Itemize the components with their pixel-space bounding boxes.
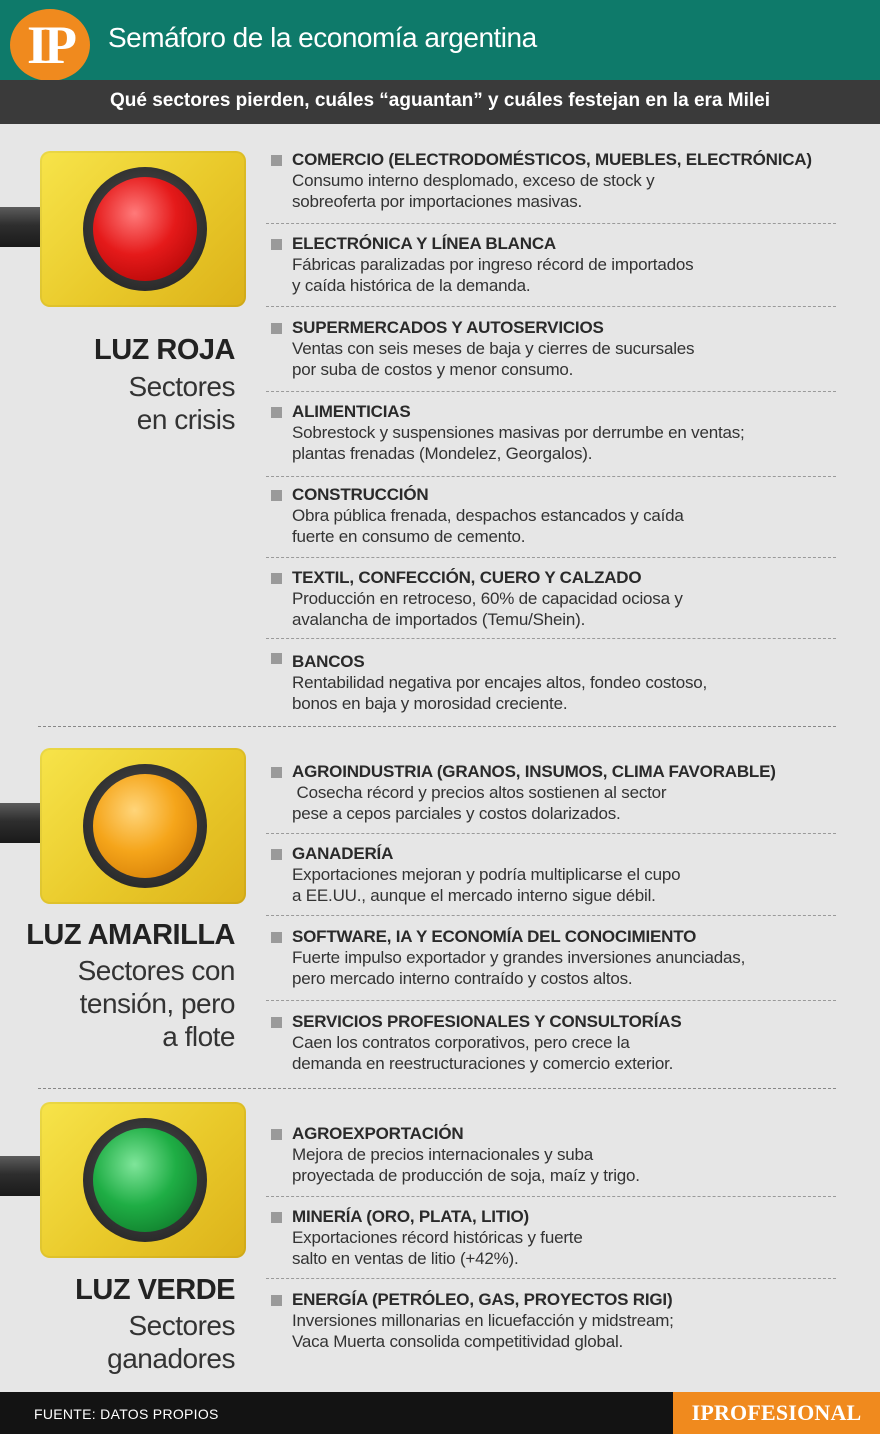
item-desc-line: Fábricas paralizadas por ingreso récord de importados	[292, 255, 694, 274]
item-title: AGROEXPORTACIÓN	[292, 1124, 464, 1143]
page-subtitle: Qué sectores pierden, cuáles “aguantan” y cuáles festejan en la era Milei	[110, 90, 770, 111]
square-bullet-icon	[271, 653, 282, 664]
item-desc-line: demanda en reestructuraciones y comercio exterior.	[292, 1054, 674, 1073]
item-title: MINERÍA (ORO, PLATA, LITIO)	[292, 1207, 529, 1226]
item-desc-line: Consumo interno desplomado, exceso de stock y	[292, 171, 655, 190]
item-title: GANADERÍA	[292, 844, 394, 863]
item-title: AGROINDUSTRIA (GRANOS, INSUMOS, CLIMA FAVORABLE)	[292, 762, 776, 781]
item-title: SOFTWARE, IA Y ECONOMÍA DEL CONOCIMIENTO	[292, 927, 697, 946]
item-desc-line: sobreoferta por importaciones masivas.	[292, 192, 583, 211]
item-desc-line: Exportaciones récord históricas y fuerte	[292, 1228, 583, 1247]
list-item	[266, 1197, 836, 1279]
list-item	[266, 1279, 836, 1359]
list-item	[266, 762, 836, 834]
section-divider	[38, 1088, 836, 1089]
list-item	[266, 224, 836, 307]
section-desc-line: Sectores	[128, 1310, 235, 1341]
item-desc-line: Vaca Muerta consolida competitividad global.	[292, 1332, 624, 1351]
section-description	[78, 954, 235, 1053]
square-bullet-icon	[271, 1212, 282, 1223]
traffic-light-red	[40, 151, 246, 307]
source-label: FUENTE: DATOS PROPIOS	[34, 1406, 219, 1422]
item-desc-line: Exportaciones mejoran y podría multiplicarse el cupo	[292, 865, 681, 884]
list-item	[266, 392, 836, 477]
item-title: SUPERMERCADOS Y AUTOSERVICIOS	[292, 318, 604, 337]
item-desc-line: por suba de costos y menor consumo.	[292, 360, 574, 379]
item-desc-line: Fuerte impulso exportador y grandes inversiones anunciadas,	[292, 948, 746, 967]
square-bullet-icon	[271, 1295, 282, 1306]
square-bullet-icon	[271, 239, 282, 250]
section-desc-line: a flote	[162, 1021, 235, 1052]
item-desc-line: Caen los contratos corporativos, pero crece la	[292, 1033, 630, 1052]
item-desc-line: y caída histórica de la demanda.	[292, 276, 531, 295]
section-desc-line: tensión, pero	[79, 988, 235, 1019]
green-light-icon	[93, 1128, 197, 1232]
item-desc-line: a EE.UU., aunque el mercado interno sigue débil.	[292, 886, 656, 905]
list-item	[266, 916, 836, 1001]
ip-logo: IP	[10, 9, 90, 81]
item-desc-line: avalancha de importados (Temu/Shein).	[292, 610, 586, 629]
item-title: TEXTIL, CONFECCIÓN, CUERO Y CALZADO	[292, 568, 642, 587]
list-item	[266, 1124, 836, 1197]
traffic-light-pole	[0, 803, 44, 843]
item-desc-line: salto en ventas de litio (+42%).	[292, 1249, 519, 1268]
item-title: ELECTRÓNICA Y LÍNEA BLANCA	[292, 234, 556, 253]
list-item	[266, 639, 836, 719]
sector-list	[266, 762, 836, 1079]
square-bullet-icon	[271, 490, 282, 501]
item-title: CONSTRUCCIÓN	[292, 485, 429, 504]
square-bullet-icon	[271, 767, 282, 778]
red-light-icon	[93, 177, 197, 281]
square-bullet-icon	[271, 932, 282, 943]
square-bullet-icon	[271, 573, 282, 584]
list-item	[266, 150, 836, 224]
subtitle-bar	[0, 80, 880, 124]
section-desc-line: Sectores con	[77, 955, 235, 986]
list-item	[266, 558, 836, 639]
section-divider	[38, 726, 836, 727]
traffic-light-amber	[40, 748, 246, 904]
footer-bar	[0, 1392, 880, 1434]
section-description	[129, 370, 236, 436]
item-desc-line: bonos en baja y morosidad creciente.	[292, 694, 568, 713]
light-bezel	[83, 764, 207, 888]
light-bezel	[83, 1118, 207, 1242]
item-desc-line: Ventas con seis meses de baja y cierres de sucursales	[292, 339, 695, 358]
item-desc-line: fuerte en consumo de cemento.	[292, 527, 526, 546]
section-desc-line: Sectores	[128, 371, 235, 402]
amber-light-icon	[93, 774, 197, 878]
square-bullet-icon	[271, 1129, 282, 1140]
item-desc-line: pese a cepos parciales y costos dolarizados.	[292, 804, 621, 823]
item-desc-line: proyectada de producción de soja, maíz y trigo.	[292, 1166, 640, 1185]
section-title: LUZ AMARILLA	[26, 919, 235, 951]
list-item	[266, 834, 836, 916]
list-item	[266, 307, 836, 392]
traffic-light-pole	[0, 207, 44, 247]
item-desc-line: pero mercado interno contraído y costos altos.	[292, 969, 633, 988]
item-title: BANCOS	[292, 652, 365, 671]
square-bullet-icon	[271, 849, 282, 860]
square-bullet-icon	[271, 323, 282, 334]
traffic-light-green	[40, 1102, 246, 1258]
section-title: LUZ VERDE	[75, 1274, 235, 1306]
item-desc-line: Inversiones millonarias en licuefacción y midstream;	[292, 1311, 674, 1330]
square-bullet-icon	[271, 1017, 282, 1028]
item-desc-line: Cosecha récord y precios altos sostienen al sector	[292, 783, 667, 802]
section-desc-line: en crisis	[136, 404, 235, 435]
square-bullet-icon	[271, 407, 282, 418]
list-item	[266, 1001, 836, 1079]
item-desc-line: Obra pública frenada, despachos estancados y caída	[292, 506, 684, 525]
sector-list	[266, 150, 836, 719]
section-description	[107, 1309, 235, 1375]
item-desc-line: Sobrestock y suspensiones masivas por derrumbe en ventas;	[292, 423, 745, 442]
section-desc-line: ganadores	[107, 1343, 235, 1374]
item-title: COMERCIO (ELECTRODOMÉSTICOS, MUEBLES, ELECTRÓNICA)	[292, 150, 812, 169]
list-item	[266, 477, 836, 558]
traffic-light-pole	[0, 1156, 44, 1196]
page-title: Semáforo de la economía argentina	[108, 22, 537, 53]
section-title: LUZ ROJA	[94, 334, 235, 366]
item-title: ALIMENTICIAS	[292, 402, 411, 421]
header-bar	[0, 0, 880, 80]
item-desc-line: Rentabilidad negativa por encajes altos, fondeo costoso,	[292, 673, 708, 692]
item-desc-line: Producción en retroceso, 60% de capacidad ociosa y	[292, 589, 683, 608]
light-bezel	[83, 167, 207, 291]
sector-list	[266, 1124, 836, 1359]
item-title: SERVICIOS PROFESIONALES Y CONSULTORÍAS	[292, 1012, 682, 1031]
item-desc-line: Mejora de precios internacionales y suba	[292, 1145, 594, 1164]
brand-logo: IPROFESIONAL	[673, 1392, 880, 1434]
item-title: ENERGÍA (PETRÓLEO, GAS, PROYECTOS RIGI)	[292, 1290, 673, 1309]
item-desc-line: plantas frenadas (Mondelez, Georgalos).	[292, 444, 593, 463]
square-bullet-icon	[271, 155, 282, 166]
